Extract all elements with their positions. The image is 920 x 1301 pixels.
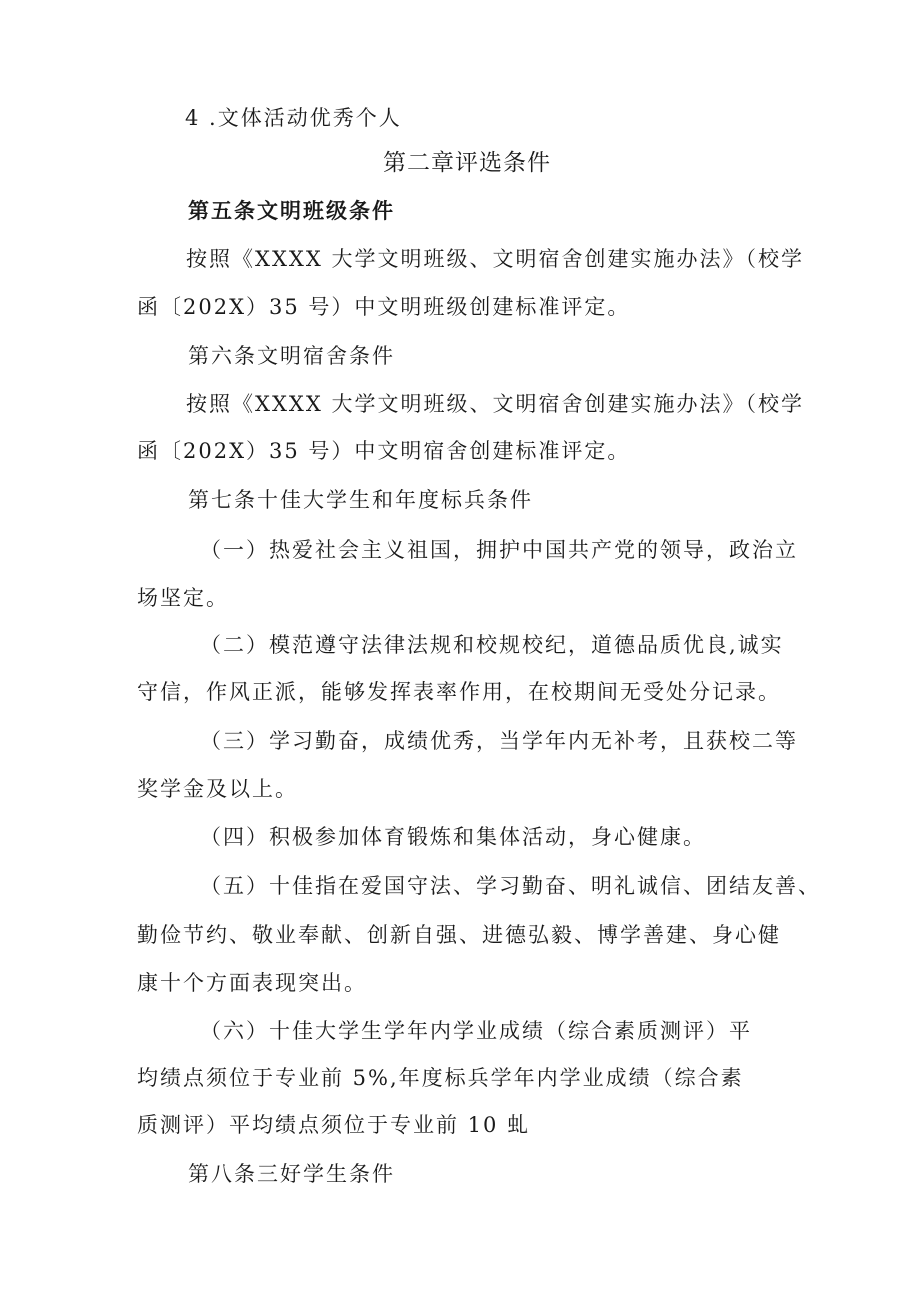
article-heading: 第八条三好学生条件	[188, 1162, 395, 1186]
article-heading: 第七条十佳大学生和年度标兵条件	[188, 488, 533, 512]
paragraph-line: （一）热爱社会主义祖国，拥护中国共产党的领导，政治立	[200, 538, 798, 562]
paragraph-line: （六）十佳大学生学年内学业成绩（综合素质测评）平	[200, 1019, 752, 1043]
paragraph-line: 康十个方面表现突出。	[137, 971, 367, 995]
paragraph-line: 函〔202X）35 号）中文明班级创建标准评定。	[137, 295, 631, 319]
chapter-heading: 第二章评选条件	[383, 150, 551, 176]
paragraph-line: 按照《XXXX 大学文明班级、文明宿舍创建实施办法》（校学	[186, 247, 804, 271]
paragraph-line: 函〔202X）35 号）中文明宿舍创建标准评定。	[137, 439, 631, 463]
paragraph-line: 勤俭节约、敬业奉献、创新自强、进德弘毅、博学善建、身心健	[137, 923, 781, 947]
list-item-text: 4 .文体活动优秀个人	[185, 106, 402, 130]
article-heading: 第五条文明班级条件	[188, 198, 395, 223]
paragraph-line: 均绩点须位于专业前 5%,年度标兵学年内学业成绩（综合素	[137, 1066, 744, 1090]
paragraph-line: （五）十佳指在爱国守法、学习勤奋、明礼诚信、团结友善、	[200, 874, 821, 898]
paragraph-line: 场坚定。	[137, 586, 229, 610]
paragraph-line: 质测评）平均绩点须位于专业前 10 虬	[137, 1113, 531, 1137]
paragraph-line: （四）积极参加体育锻炼和集体活动，身心健康。	[200, 825, 706, 849]
paragraph-line: （二）模范遵守法律法规和校规校纪，道德品质优良,诚实	[200, 633, 784, 657]
article-heading: 第六条文明宿舍条件	[188, 344, 395, 368]
paragraph-line: 守信，作风正派，能够发挥表率作用，在校期间无受处分记录。	[137, 680, 781, 704]
paragraph-line: 按照《XXXX 大学文明班级、文明宿舍创建实施办法》（校学	[186, 392, 804, 416]
paragraph-line: （三）学习勤奋，成绩优秀，当学年内无补考，且获校二等	[200, 729, 798, 753]
paragraph-line: 奖学金及以上。	[137, 777, 298, 801]
